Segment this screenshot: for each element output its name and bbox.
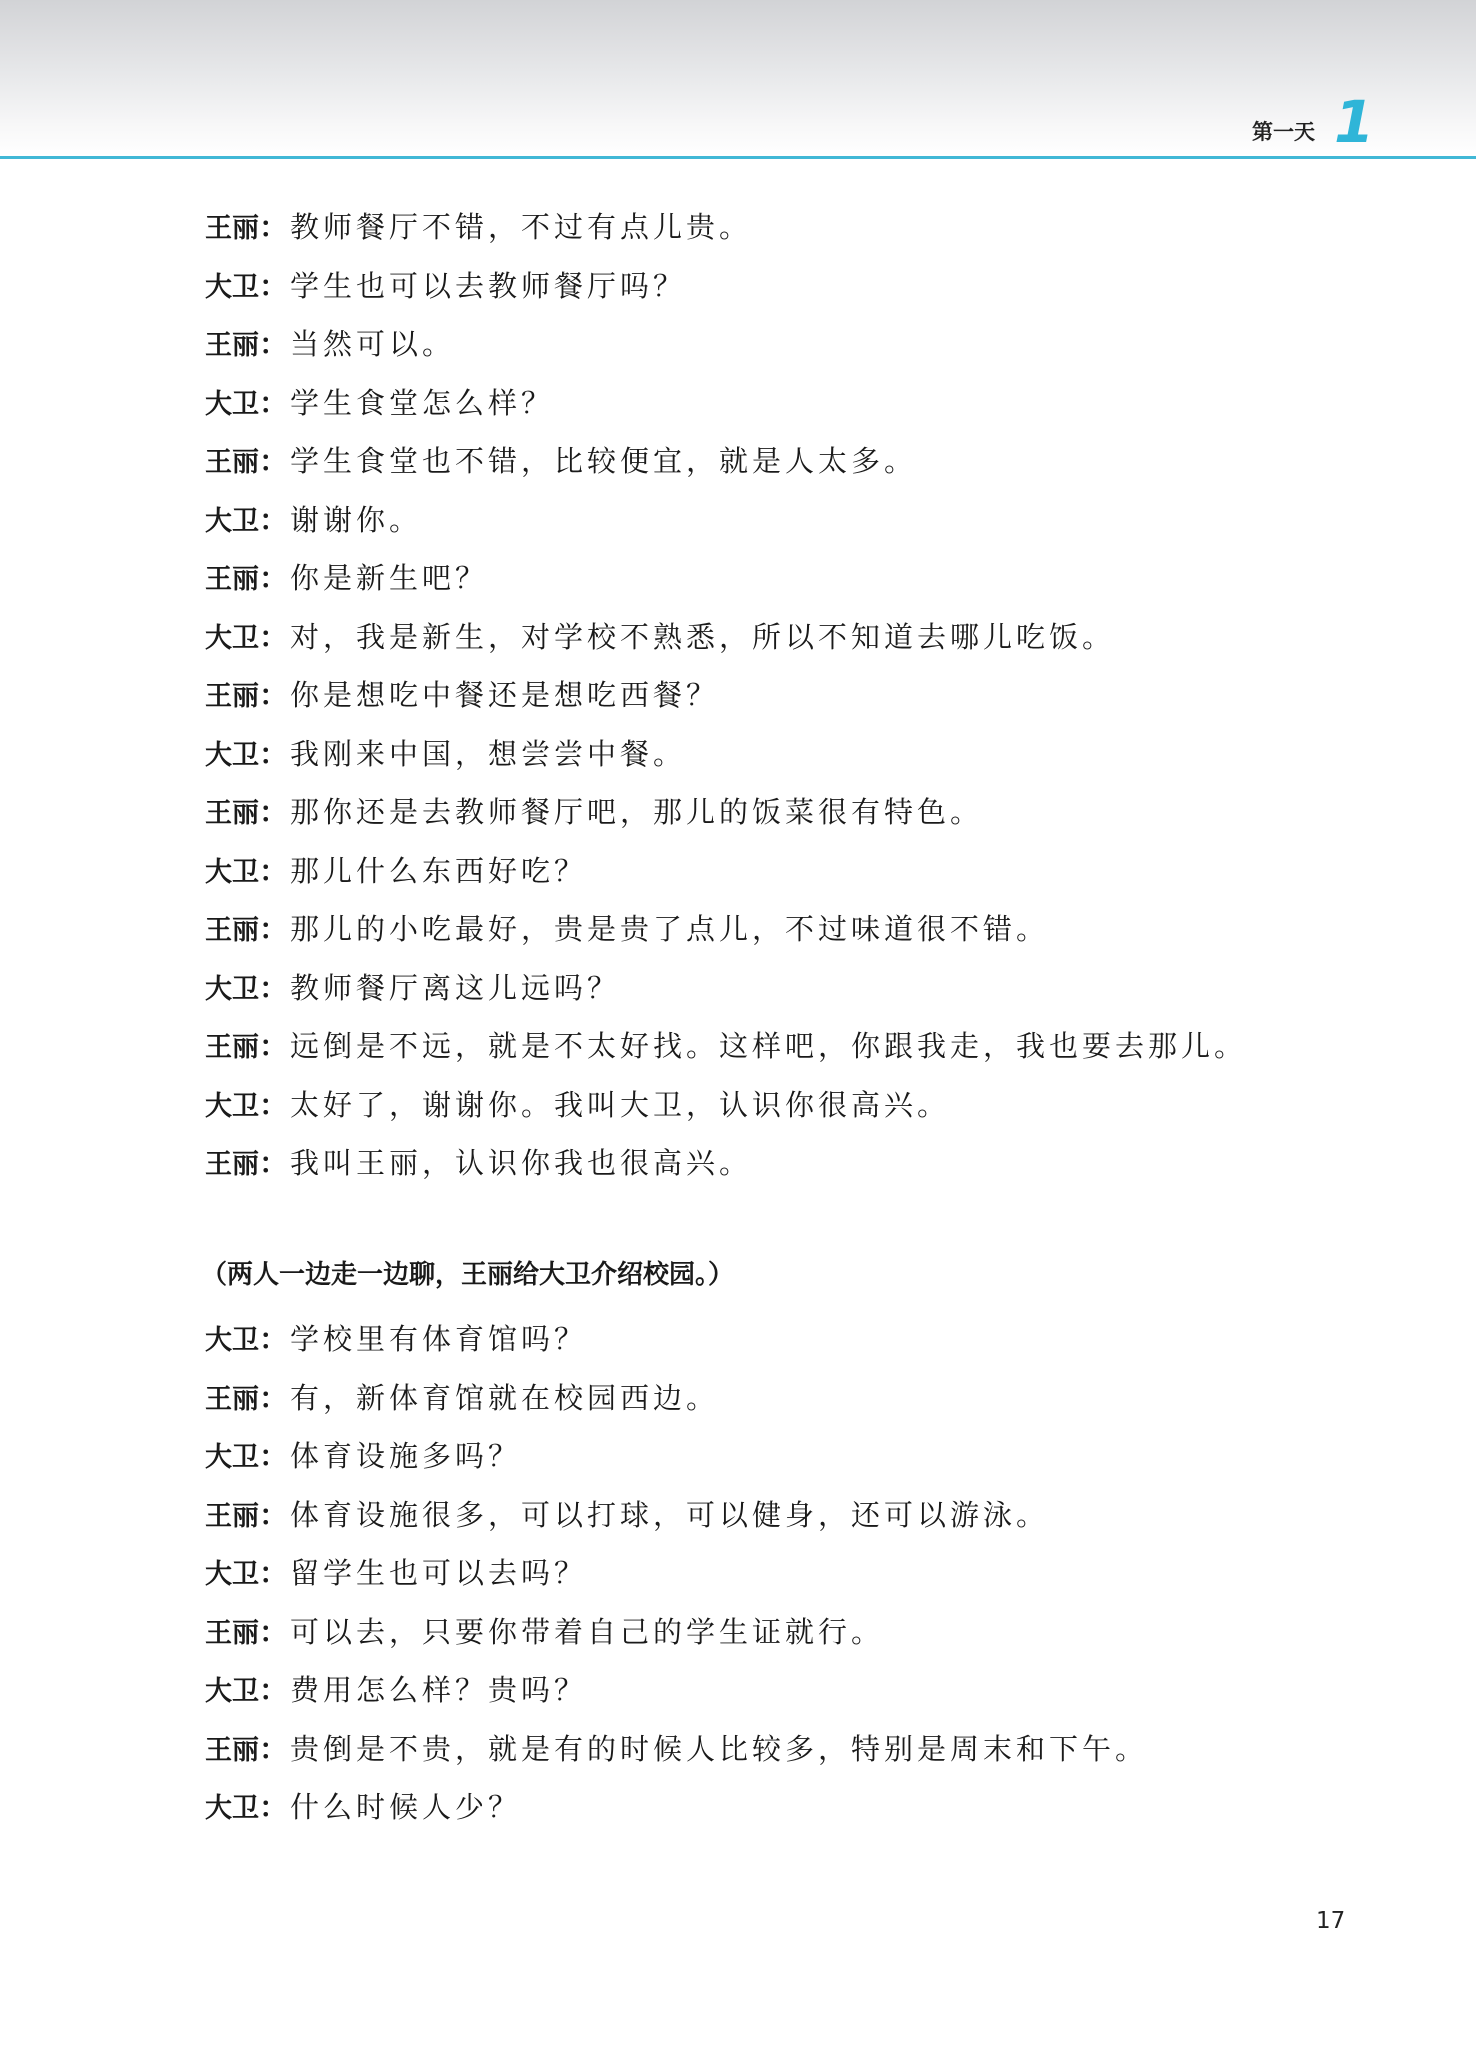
speaker-name: 王丽	[205, 1032, 259, 1063]
speaker-name: 大卫	[205, 856, 259, 888]
dialogue-line	[205, 1431, 1355, 1490]
speaker-name: 大卫	[205, 622, 259, 654]
utterance-text: 什么时候人少？	[290, 1790, 522, 1824]
speaker-name: 大卫	[205, 1090, 259, 1122]
speaker-separator: ：	[259, 210, 289, 244]
speaker-separator: ：	[259, 1439, 289, 1473]
dialogue-line	[205, 1080, 1355, 1139]
utterance-text: 贵倒是不贵，就是有的时候人比较多，特别是周末和下午。	[290, 1731, 1149, 1766]
speaker-separator: ：	[259, 1087, 289, 1122]
chapter-day-label: 第一天	[1252, 120, 1315, 144]
speaker-separator: ：	[259, 678, 289, 712]
speaker-separator: ：	[259, 502, 289, 537]
speaker-name: 王丽	[205, 447, 259, 478]
speaker-name: 王丽	[205, 330, 259, 361]
stage-direction: （两人一边走一边聊，王丽给大卫介绍校园。）	[201, 1260, 735, 1290]
speaker-separator: ：	[259, 853, 289, 888]
utterance-text: 学校里有体育馆吗？	[290, 1322, 588, 1356]
dialogue-line	[205, 1373, 1355, 1432]
speaker-name: 王丽	[205, 1734, 259, 1766]
speaker-separator: ：	[259, 912, 289, 946]
speaker-name: 王丽	[205, 213, 259, 244]
dialogue-line	[205, 963, 1355, 1022]
dialogue-line	[205, 1021, 1355, 1080]
dialogue-section-2	[201, 1250, 1355, 1841]
dialogue-line	[205, 378, 1355, 437]
speaker-name: 大卫	[205, 271, 259, 303]
dialogue-line	[205, 495, 1355, 554]
speaker-separator: ：	[259, 268, 289, 303]
speaker-name: 大卫	[205, 388, 259, 420]
dialogue-line	[205, 319, 1355, 378]
utterance-text: 教师餐厅不错，不过有点儿贵。	[290, 210, 753, 244]
page-number: 17	[1316, 1908, 1346, 1934]
speaker-separator: ：	[259, 1614, 289, 1649]
dialogue-line	[205, 729, 1355, 788]
utterance-text: 远倒是不远，就是不太好找。这样吧，你跟我走，我也要去那儿。	[290, 1029, 1248, 1063]
dialogue-line	[205, 1724, 1355, 1783]
dialogue-line	[205, 1490, 1355, 1549]
utterance-text: 教师餐厅离这儿远吗？	[290, 970, 621, 1005]
utterance-text: 有，新体育馆就在校园西边。	[290, 1380, 720, 1415]
utterance-text: 当然可以。	[290, 327, 456, 361]
header-rule	[0, 156, 1476, 159]
speaker-separator: ：	[259, 1731, 289, 1766]
utterance-text: 学生也可以去教师餐厅吗？	[290, 268, 687, 303]
speaker-separator: ：	[259, 1029, 289, 1063]
speaker-name: 王丽	[205, 1383, 259, 1415]
dialogue-line	[205, 436, 1355, 495]
dialogue-line	[205, 787, 1355, 846]
dialogue-line	[205, 1548, 1355, 1607]
dialogue-line	[205, 846, 1355, 905]
speaker-name: 王丽	[205, 1617, 259, 1649]
speaker-separator: ：	[259, 444, 289, 478]
speaker-name: 大卫	[205, 1559, 259, 1590]
utterance-text: 我刚来中国，想尝尝中餐。	[290, 736, 687, 771]
speaker-separator: ：	[259, 1146, 289, 1180]
dialogue-line	[205, 1607, 1355, 1666]
speaker-separator: ：	[259, 736, 289, 771]
utterance-text: 那儿什么东西好吃？	[290, 853, 588, 888]
utterance-text: 留学生也可以去吗？	[290, 1556, 588, 1590]
speaker-name: 大卫	[205, 739, 259, 771]
speaker-separator: ：	[259, 1790, 289, 1824]
dialogue-line	[205, 1138, 1355, 1197]
dialogue-line	[205, 553, 1355, 612]
chapter-number: 1	[1334, 88, 1375, 156]
dialogue-line	[205, 612, 1355, 671]
speaker-name: 大卫	[205, 1442, 259, 1473]
dialogue-line	[205, 202, 1355, 261]
utterance-text: 体育设施很多，可以打球，可以健身，还可以游泳。	[290, 1497, 1050, 1532]
speaker-name: 王丽	[205, 681, 259, 712]
utterance-text: 你是想吃中餐还是想吃西餐？	[290, 678, 720, 712]
utterance-text: 太好了，谢谢你。我叫大卫，认识你很高兴。	[290, 1087, 951, 1122]
dialogue-line	[205, 670, 1355, 729]
speaker-name: 大卫	[205, 1793, 259, 1824]
utterance-text: 可以去，只要你带着自己的学生证就行。	[290, 1614, 885, 1649]
speaker-separator: ：	[259, 1497, 289, 1532]
speaker-name: 大卫	[205, 505, 259, 537]
utterance-text: 我叫王丽，认识你我也很高兴。	[290, 1146, 753, 1180]
utterance-text: 那儿的小吃最好，贵是贵了点儿，不过味道很不错。	[290, 912, 1050, 946]
speaker-name: 王丽	[205, 564, 259, 595]
utterance-text: 学生食堂怎么样？	[290, 385, 555, 420]
dialogue-line	[205, 1665, 1355, 1724]
speaker-name: 王丽	[205, 1149, 259, 1180]
dialogue-section-1	[205, 202, 1355, 1197]
speaker-name: 大卫	[205, 973, 259, 1005]
speaker-separator: ：	[259, 619, 289, 654]
speaker-name: 王丽	[205, 1500, 259, 1532]
speaker-separator: ：	[259, 970, 289, 1005]
speaker-separator: ：	[259, 1673, 289, 1707]
speaker-separator: ：	[259, 1380, 289, 1415]
dialogue-line	[205, 1314, 1355, 1373]
utterance-text: 谢谢你。	[290, 502, 423, 537]
speaker-separator: ：	[259, 1322, 289, 1356]
utterance-text: 对，我是新生，对学校不熟悉，所以不知道去哪儿吃饭。	[290, 619, 1116, 654]
utterance-text: 费用怎么样？贵吗？	[290, 1673, 588, 1707]
utterance-text: 学生食堂也不错，比较便宜，就是人太多。	[290, 444, 918, 478]
speaker-separator: ：	[259, 385, 289, 420]
dialogue-line	[205, 904, 1355, 963]
speaker-separator: ：	[259, 795, 289, 829]
speaker-name: 王丽	[205, 915, 259, 946]
speaker-separator: ：	[259, 561, 289, 595]
dialogue-line	[205, 261, 1355, 320]
utterance-text: 体育设施多吗？	[290, 1439, 522, 1473]
utterance-text: 你是新生吧？	[290, 561, 489, 595]
speaker-separator: ：	[259, 327, 289, 361]
utterance-text: 那你还是去教师餐厅吧，那儿的饭菜很有特色。	[290, 795, 984, 829]
speaker-name: 王丽	[205, 798, 259, 829]
speaker-separator: ：	[259, 1556, 289, 1590]
speaker-name: 大卫	[205, 1676, 259, 1707]
speaker-name: 大卫	[205, 1325, 259, 1356]
dialogue-line	[205, 1782, 1355, 1841]
